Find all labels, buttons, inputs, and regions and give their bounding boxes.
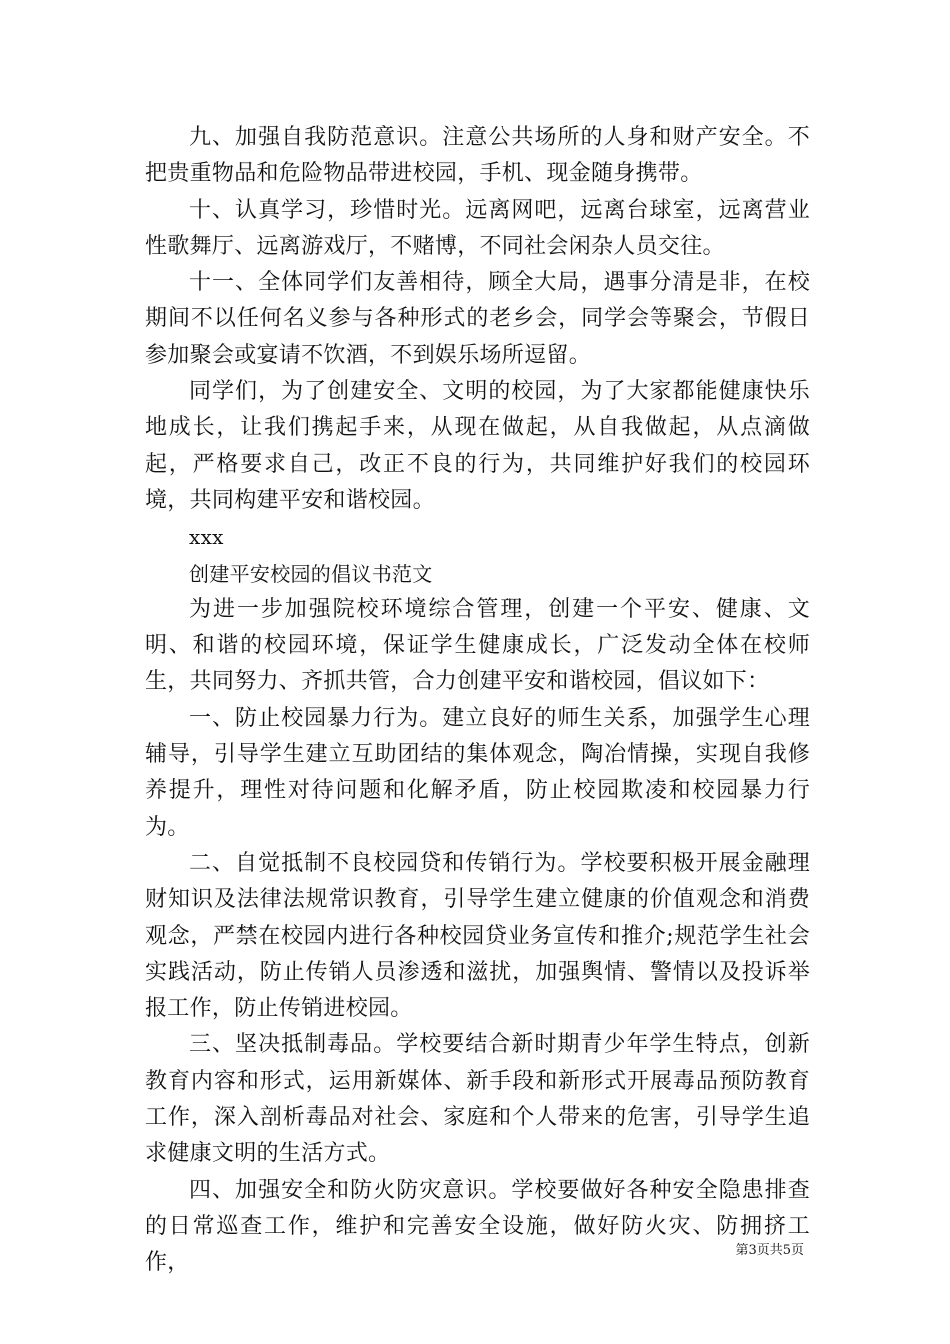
signature-line: xxx: [189, 525, 224, 550]
paragraph-item-9: 九、加强自我防范意识。注意公共场所的人身和财产安全。不把贵重物品和危险物品带进校园，手机、现金随身携带。: [145, 125, 810, 187]
proposal-item-2: 二、自觉抵制不良校园贷和传销行为。学校要积极开展金融理财知识及法律法规常识教育，引导学生建立健康的价值观念和消费观念，严禁在校园内进行各种校园贷业务宣传和推介;规范学生社会实践活动，防止传销人员渗透和滋扰，加强舆情、警情以及投诉举报工作，防止传销进校园。: [145, 850, 810, 1022]
paragraph-item-10: 十、认真学习，珍惜时光。远离网吧，远离台球室，远离营业性歌舞厅、远离游戏厅，不赌博，不同社会闲杂人员交往。: [145, 197, 810, 259]
proposal-item-4: 四、加强安全和防火防灾意识。学校要做好各种安全隐患排查的日常巡查工作，维护和完善安全设施，做好防火灾、防拥挤工作，: [145, 1177, 810, 1276]
page-number: 第3页共5页: [735, 1243, 804, 1258]
closing-paragraph: 同学们，为了创建安全、文明的校园，为了大家都能健康快乐地成长，让我们携起手来，从现在做起，从自我做起，从点滴做起，严格要求自己，改正不良的行为，共同维护好我们的校园环境，共同构建平安和谐校园。: [145, 379, 810, 513]
document-body: [145, 120, 810, 1282]
proposal-item-3: 三、坚决抵制毒品。学校要结合新时期青少年学生特点，创新教育内容和形式，运用新媒体、新手段和新形式开展毒品预防教育工作，深入剖析毒品对社会、家庭和个人带来的危害，引导学生追求健康文明的生活方式。: [145, 1032, 810, 1167]
intro-paragraph: 为进一步加强院校环境综合管理，创建一个平安、健康、文明、和谐的校园环境，保证学生健康成长，广泛发动全体在校师生，共同努力、齐抓共管，合力创建平安和谐校园，倡议如下：: [145, 596, 810, 695]
section-title: 创建平安校园的倡议书范文: [189, 561, 433, 586]
paragraph-item-11: 十一、全体同学们友善相待，顾全大局，遇事分清是非，在校期间不以任何名义参与各种形式的老乡会，同学会等聚会，节假日参加聚会或宴请不饮酒，不到娱乐场所逗留。: [145, 270, 810, 368]
proposal-item-1: 一、防止校园暴力行为。建立良好的师生关系，加强学生心理辅导，引导学生建立互助团结的集体观念，陶冶情操，实现自我修养提升，理性对待问题和化解矛盾，防止校园欺凌和校园暴力行为。: [145, 705, 810, 840]
